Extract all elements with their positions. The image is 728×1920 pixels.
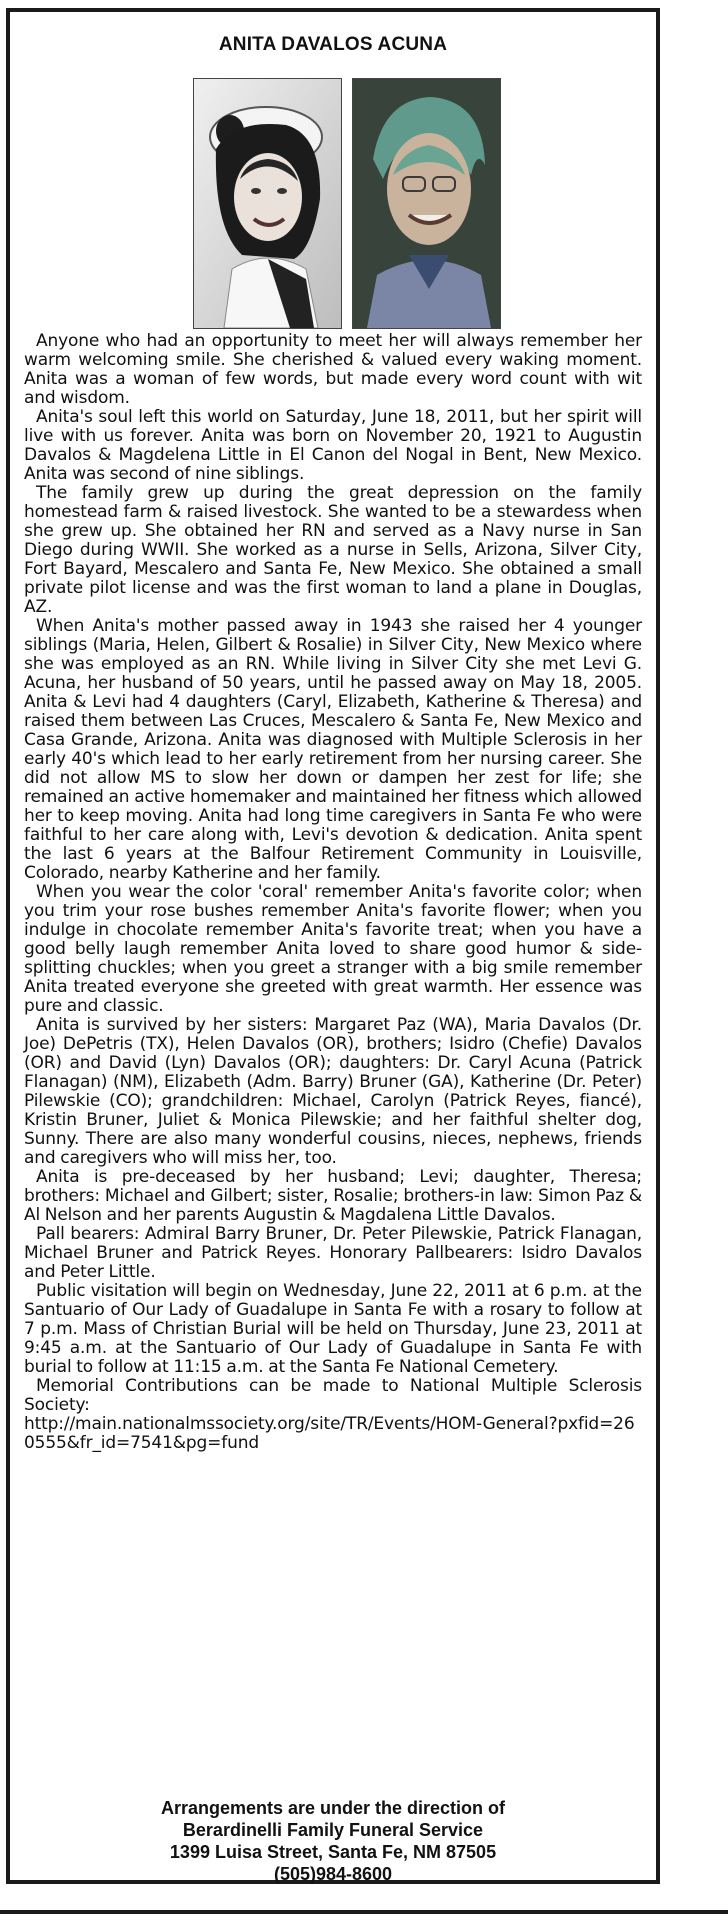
funeral-home-address: 1399 Luisa Street, Santa Fe, NM 87505 xyxy=(169,1842,497,1862)
paragraph-career: The family grew up during the great depression on the family homestead farm & raised livestock. She wanted to be a stewardess when she grew up. She obtained her RN and served as a Navy nurse in San Diego during WWII. She worked as a nurse in Sells, Arizona, Silver City, Fort Bayard, Mescalero and Santa Fe, New Mexico. She obtained a small private pilot license and was the first woman to land a plane in Douglas, AZ. xyxy=(24,483,642,617)
obituary-frame xyxy=(6,8,660,1884)
funeral-home-phone: (505)984-8600 xyxy=(273,1864,393,1884)
paragraph-memorial: Memorial Contributions can be made to National Multiple Sclerosis Society: xyxy=(24,1376,642,1415)
paragraph-intro: Anyone who had an opportunity to meet her will always remember her warm welcoming smile. She cherished & valued every waking moment. Anita was a woman of few words, but made every word count with wit and wisdom. xyxy=(24,331,642,408)
bottom-divider xyxy=(0,1910,728,1914)
memorial-url-link[interactable]: http://main.nationalmssociety.org/site/TR/Events/HOM-General?pxfid=260555&fr_id=7541&pg=fund xyxy=(24,1414,635,1453)
paragraph-pallbearers: Pall bearers: Admiral Barry Bruner, Dr. Peter Pilewskie, Patrick Flanagan, Michael Bruner and Patrick Reyes. Honorary Pallbearers: Isidro Davalos and Peter Little. xyxy=(24,1224,642,1282)
funeral-arrangements xyxy=(10,1797,656,1885)
portrait-young-graphic xyxy=(194,79,341,328)
portrait-elderly-graphic xyxy=(353,79,500,328)
paragraph-services: Public visitation will begin on Wednesday, June 22, 2011 at 6 p.m. at the Santuario of Our Lady of Guadalupe in Santa Fe with a rosary to follow at 7 p.m. Mass of Christian Burial will be held on Thursday, June 23, 2011 at 9:45 a.m. at the Santuario of Our Lady of Guadalupe in Santa Fe with burial to follow at 11:15 a.m. at the Santa Fe National Cemetery. xyxy=(24,1281,642,1377)
obituary-body xyxy=(24,332,642,1453)
navy-nurse-portrait-photo xyxy=(193,78,342,329)
paragraph-birth: Anita's soul left this world on Saturday, June 18, 2011, but her spirit will live with us forever. Anita was born on November 20, 1921 to Augustin Davalos & Magdelena Little in El Canon del Nogal in Bent, New Mexico. Anita was second of nine siblings. xyxy=(24,407,642,484)
elderly-portrait-photo xyxy=(352,78,501,329)
obituary-title: ANITA DAVALOS ACUNA xyxy=(218,34,448,55)
paragraph-family-life: When Anita's mother passed away in 1943 she raised her 4 younger siblings (Maria, Helen, Gilbert & Rosalie) in Silver City, New Mexico where she was employed as an RN. While living in Silver City she met Levi G. Acuna, her husband of 50 years, until he passed away on May 18, 2005. Anita & Levi had 4 daughters (Caryl, Elizabeth, Katherine & Theresa) and raised them between Las Cruces, Mescalero & Santa Fe, New Mexico and Casa Grande, Arizona. Anita was diagnosed with Multiple Sclerosis in her early 40's which lead to her early retirement from her nursing career. She did not allow MS to slow her down or dampen her zest for life; she remained an active homemaker and maintained her fitness which allowed her to keep moving. Anita had long time caregivers in Santa Fe who were faithful to her care along with, Levi's devotion & dedication. Anita spent the last 6 years at the Balfour Retirement Community in Louisville, Colorado, nearby Katherine and her family. xyxy=(24,616,642,883)
funeral-home-name: Berardinelli Family Funeral Service xyxy=(182,1820,484,1840)
paragraph-remembrance: When you wear the color 'coral' remember Anita's favorite color; when you trim your rose bushes remember Anita's favorite flower; when you indulge in chocolate remember Anita's favorite treat; when you have a good belly laugh remember Anita loved to share good humor & side-splitting chuckles; when you greet a stranger with a big smile remember Anita treated everyone she greeted with great warmth. Her essence was pure and classic. xyxy=(24,882,642,1016)
arrangements-line-1: Arrangements are under the direction of xyxy=(160,1798,506,1818)
paragraph-survivors: Anita is survived by her sisters: Margaret Paz (WA), Maria Davalos (Dr. Joe) DePetris (TX), Helen Davalos (OR), brothers; Isidro (Chefie) Davalos (OR) and David (Lyn) Davalos (OR); daughters: Dr. Caryl Acuna (Patrick Flanagan) (NM), Elizabeth (Adm. Barry) Bruner (GA), Katherine (Dr. Peter) Pilewskie (CO); grandchildren: Michael, Carolyn (Patrick Reyes, fiancé), Kristin Bruner, Juliet & Monica Pilewskie; and her faithful shelter dog, Sunny. There are also many wonderful cousins, nieces, nephews, friends and caregivers who will miss her, too. xyxy=(24,1015,642,1168)
paragraph-predeceased: Anita is pre-deceased by her husband; Levi; daughter, Theresa; brothers: Michael and Gilbert; sister, Rosalie; brothers-in law: Simon Paz & Al Nelson and her parents Augustin & Magdalena Little Davalos. xyxy=(24,1167,642,1225)
